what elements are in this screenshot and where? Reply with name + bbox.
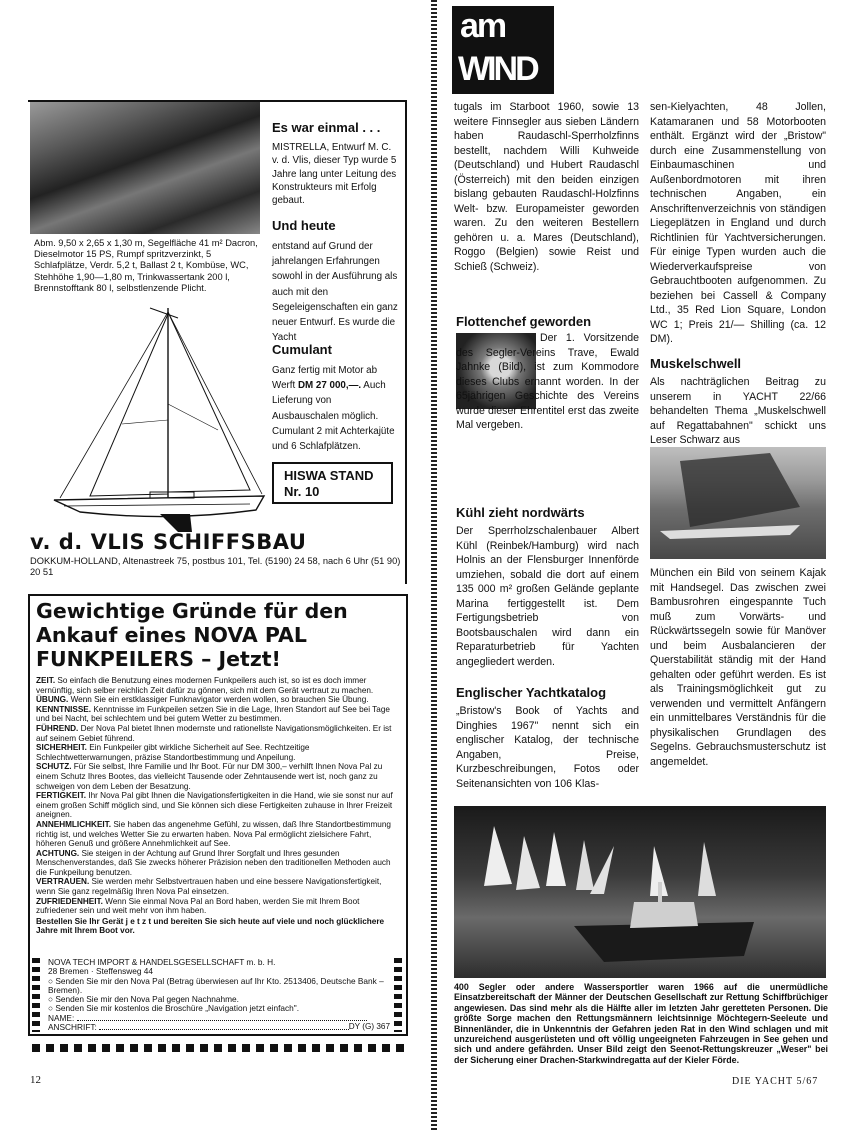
coupon-option-1[interactable]: ○ Senden Sie mir den Nova Pal (Betrag überwiesen auf Ihr Kto. 2513406, Deutsche Bank – Bremen). <box>48 975 384 995</box>
cumulant-text: Ganz fertig mit Motor ab Werft DM 27 000,—. Auch Lieferung von Ausbauschalen möglich. Cumulant 2 mit Achterkajüte und 6 Schlafplätzen. <box>272 365 395 453</box>
coupon-code: DY (G) 367 <box>348 1022 390 1031</box>
cumulant-section <box>272 342 400 454</box>
order-line: Bestellen Sie Ihr Gerät j e t z t und bereiten Sie sich heute auf viele und noch glücklichere Jahre mit Ihrem Boot vor. <box>36 916 385 936</box>
es-war-heading: Es war einmal . . . <box>272 120 381 135</box>
regatta-sails <box>454 806 826 978</box>
coupon-address: 28 Bremen · Steffensweg 44 <box>48 966 154 977</box>
und-heute-section <box>272 218 400 345</box>
muskel-continuation: München ein Bild von seinem Kajak mit Handsegel. Das zwischen zwei Bambusrohren eingespannte Tuch muß zum Vorwärts- und Rückwärtssegeln sowie für Manöver und beim Ausbalancieren der Querstabilität ständig mit der Hand gehalten oder geführt werden. Es ist als Trainingsmöglichkeit gut zu verwenden und vermittelt Anfängern ein unmittelbares Verständnis für die physikalischen Grundlagen des Segelns. Gebrauchsmusterschutz ist angemeldet. <box>650 567 826 768</box>
logo-bar <box>546 6 554 94</box>
katalog-text: „Bristow's Book of Yachts and Dinghies 1967" nennt sich ein englischer Katalog, der technische Angaben, Preise, Kurzbeschreibungen, Fotos oder Seitenansichten von 106 Klas- <box>456 705 639 790</box>
reason-item: ZEIT. So einfach die Benutzung eines modernen Funkpeilers auch ist, so ist es doch immer vernünftig, sich selber reichlich Zeit dafür zu gönnen, sich mit dem Gerät vertraut zu machen. <box>36 676 374 695</box>
flottenchef-heading: Flottenchef geworden <box>456 314 592 329</box>
reason-item: SICHERHEIT. Ein Funkpeiler gibt wirkliche Sicherheit auf See. Rechtzeitige Schlechtwetterwarnungen, präzise Standortbestimmung und Anpeilung. <box>36 743 310 762</box>
finn-intro: tugals im Starboot 1960, sowie 13 weitere Finnsegler aus sieben Ländern haben Raudaschl-Sperrholzfinns bestellt, nachdem Willi Kuhweide (Deutschland) und Hubert Raudaschl (Österreich) mit den beiden einzigen bislang gebauten Raudaschl-Holzfinns Welt- bzw. Europameister geworden waren. Zu den weiteren Bestellern gehören u. a. Mares (Deutschland), Roggo (Belgien) sowie Reist und Schieß (Schweiz). <box>454 101 639 273</box>
katalog-section <box>456 685 639 791</box>
cabin-photo <box>30 102 260 234</box>
reason-item: VERTRAUEN. Sie werden mehr Selbstvertrauen haben und eine bessere Navigationsfertigkeit, wenn Sie ganz regelmäßig Ihren Nova Pal einsetzen. <box>36 877 382 897</box>
coupon-dash-bottom <box>32 1044 404 1052</box>
und-heute-heading: Und heute <box>272 218 336 233</box>
hiswa-stand-box: HISWA STAND Nr. 10 <box>272 462 393 504</box>
muskel-heading: Muskelschwell <box>650 356 742 371</box>
kayak-sail-shape <box>650 447 826 559</box>
novapal-reasons <box>36 676 400 936</box>
katalog-heading: Englischer Yachtkatalog <box>456 685 607 700</box>
muskel-section <box>650 356 826 448</box>
company-address: DOKKUM-HOLLAND, Altenastreek 75, postbus 101, Tel. (5190) 24 58, nach 6 Uhr (51 90) 20 51 <box>30 556 401 577</box>
am-wind-logo: am WIND <box>452 6 546 94</box>
checkbox-icon[interactable]: ○ <box>48 994 56 1005</box>
es-war-text: MISTRELLA, Entwurf M. C. v. d. Vlis, dieser Typ wurde 5 Jahre lang unter Leitung des Konstrukteurs mit Erfolg gebaut. <box>272 142 397 207</box>
und-heute-text: entstand auf Grund der jahrelangen Erfahrungen sowohl in der Ausführung als auch mit den Segeleigenschaften ein ganz neuer Entwurf. Es wurde die Yacht <box>272 241 398 344</box>
coupon-company: NOVA TECH IMPORT & HANDELSGESELLSCHAFT m. b. H. <box>48 957 276 967</box>
cumulant-price: DM 27 000,—. <box>297 380 362 392</box>
kuehl-heading: Kühl zieht nordwärts <box>456 505 585 520</box>
coupon-dash-left <box>32 958 40 1032</box>
reason-item: ZUFRIEDENHEIT. Wenn Sie einmal Nova Pal an Bord haben, werden Sie mit Ihrem Boot zufriedener sein und weit mehr von ihm haben. <box>36 896 360 916</box>
reason-item: SCHUTZ. Für Sie selbst, Ihre Familie und Ihr Boot. Für nur DM 300,– verhilft Ihnen Nova Pal zu einem Schutz Ihres Bootes, das vielleicht Tausende oder Zehntausende wert ist, noch ganz zu schweigen von dem Leben der Besatzung. <box>36 762 383 791</box>
page-number: 12 <box>30 1074 41 1086</box>
es-war-section <box>272 120 400 207</box>
magazine-issue: DIE YACHT 5/67 <box>732 1076 819 1087</box>
reason-item: ANNEHMLICHKEIT. Sie haben das angenehme Gefühl, zu wissen, daß Ihre Standortbestimmung richtig ist, und welches Wetter Sie zu erwarten haben. Nova Pal ermöglicht zielsichere Fahrt, höheren Genuß und größere Annehmlichkeit auf See. <box>36 819 391 849</box>
company-name: v. d. VLIS SCHIFFSBAU <box>30 530 307 554</box>
sailboat-drawing <box>50 304 270 534</box>
cumulant-heading: Cumulant <box>272 342 332 357</box>
checkbox-icon[interactable]: ○ <box>48 1003 56 1014</box>
coupon-option-2[interactable]: ○ Senden Sie mir den Nova Pal gegen Nachnahme. <box>48 994 239 1005</box>
novapal-headline: Gewichtige Gründe für den Ankauf eines NOVA PAL FUNKPEILERS – Jetzt! <box>36 599 348 671</box>
reason-item: ÜBUNG. Wenn Sie ein erstklassiger Funknavigator werden wollen, so brauchen Sie Übung. <box>36 695 369 705</box>
flottenchef-body: Der 1. Vorsitzende des Segler-Vereins Trave, Ewald Jahnke (Bild), ist zum Kommodore dieses Clubs ernannt worden. In der 65jährigen Geschichte des Vereins wurde dieser Ehrentitel erst das zweite Mal vergeben. <box>456 332 639 431</box>
photo-caption: 400 Segler oder andere Wassersportler waren 1966 auf die unermüdliche Einsatzbereitschaft der Männer der Deutschen Gesellschaft zur Rettung Schiffbrüchiger angewiesen. Das sind mehr als die Hälfte aller im letzten Jahr geretteten Personen. Die größte Sorge machen den Rettungsmännern leichtsinnige Möchtegern-Seeleute und Binnenländer, die in Unkenntnis der Gefahren jeden Rat in den Wind schlagen und mit unzureichend ausgerüsteten und oft völlig ungeeigneten Fahrzeugen in See gehen und sich und andere gefährden. Unser Bild zeigt den Seenot-Rettungskreuzer „Weser" bei der Sicherung einer Drachen-Starkwindregatta auf der Kieler Förde. <box>454 982 828 1065</box>
kuehl-section <box>456 505 639 669</box>
kayak-photo <box>650 447 826 559</box>
reason-item: FÜHREND. Der Nova Pal bietet Ihnen modernste und rationellste Navigationsmöglichkeiten. Er ist auf seinem Gebiet führend. <box>36 723 392 743</box>
coupon-dash-right <box>394 958 402 1032</box>
reason-item: ACHTUNG. Sie steigen in der Achtung auf Grund Ihrer Sorgfalt und Ihres gesunden Menschenverstandes, daß Sie zwecks höherer Präzision neben den traditionellen Methoden auch die Funkpeilung benutzen. <box>36 848 391 877</box>
article-column-2 <box>650 100 826 347</box>
rescue-cruiser-photo <box>454 806 826 978</box>
muskel-text-1: Als nachträglichen Beitrag zu unserem in YACHT 22/66 behandelten Thema „Muskelschwell auf Regattabahnen" schickt uns Leser Schwarz aus <box>650 376 826 446</box>
flottenchef-section <box>456 314 639 329</box>
checkbox-icon[interactable]: ○ <box>48 975 56 986</box>
address-field[interactable]: ANSCHRIFT: <box>48 1023 388 1032</box>
kuehl-text: Der Sperrholzschalenbauer Albert Kühl (Reinbek/Hamburg) wird nach Holnis an der Flensburger Innenförde umziehen, sobald die dort auf einem 135 000 m² großen Gelände geplante Marina fertiggestellt ist. Dem Fertigungsbetrieb von Bootsbauschalen wird dann ein Reparaturbetrieb für Yachten angegliedert werden. <box>456 525 639 668</box>
ad-border-right <box>405 100 407 584</box>
order-coupon <box>32 958 404 1032</box>
yacht-specs: Abm. 9,50 x 2,65 x 1,30 m, Segelfläche 41 m² Dacron, Dieselmotor 15 PS, Rumpf spritzverzinkt, 5 Schlafplätze, Verdr. 5,2 t, Ballast 2 t, Kombüse, WC, Stehhöhe 1,90—1,80 m, Trinkwassertank 200 l, Brennstofftank 80 l, selbstlenzende Plicht. <box>34 238 258 293</box>
reason-item: KENNTNISSE. Kenntnisse im Funkpeilen setzen Sie in die Lage, Ihren Standort auf See bei Tage und bei Nacht, bei schlechtem und bei gutem Wetter zu bestimmen. <box>36 704 390 724</box>
column-separator <box>431 0 437 1130</box>
name-field[interactable]: NAME: <box>48 1014 388 1023</box>
reason-item: FERTIGKEIT. Ihr Nova Pal gibt Ihnen die Navigationsfertigkeiten in die Hand, wie sie sonst nur auf einem großen Schiff möglich sind, und Sie können sich diese Fertigkeiten zuhause in Ihrer Freizeit aneignen. <box>36 791 393 820</box>
coupon-option-3[interactable]: ○ Senden Sie mir kostenlos die Broschüre „Navigation jetzt einfach". <box>48 1003 300 1014</box>
bristow-continuation: sen-Kielyachten, 48 Jollen, Katamaranen und 58 Motorbooten enthält. Ergänzt wird der „Bristow" durch eine Zusammenstellung von Einbaumaschinen und Außenbordmotoren mit ihren technischen Angaben, ein Anschriftenverzeichnis von ständigen Liegeplätzen in England und durch Richtlinien für Yachtversicherungen. Für einige Typen wurden auch die Wiederverkaufspreise von Gebrauchtbooten aufgenommen. Zu beziehen bei Cassell & Company Ltd., 35 Red Lion Square, London WC 1; Preis 21/— Shilling (ca. 12 DM). <box>650 101 826 345</box>
article-column-1 <box>454 100 639 274</box>
